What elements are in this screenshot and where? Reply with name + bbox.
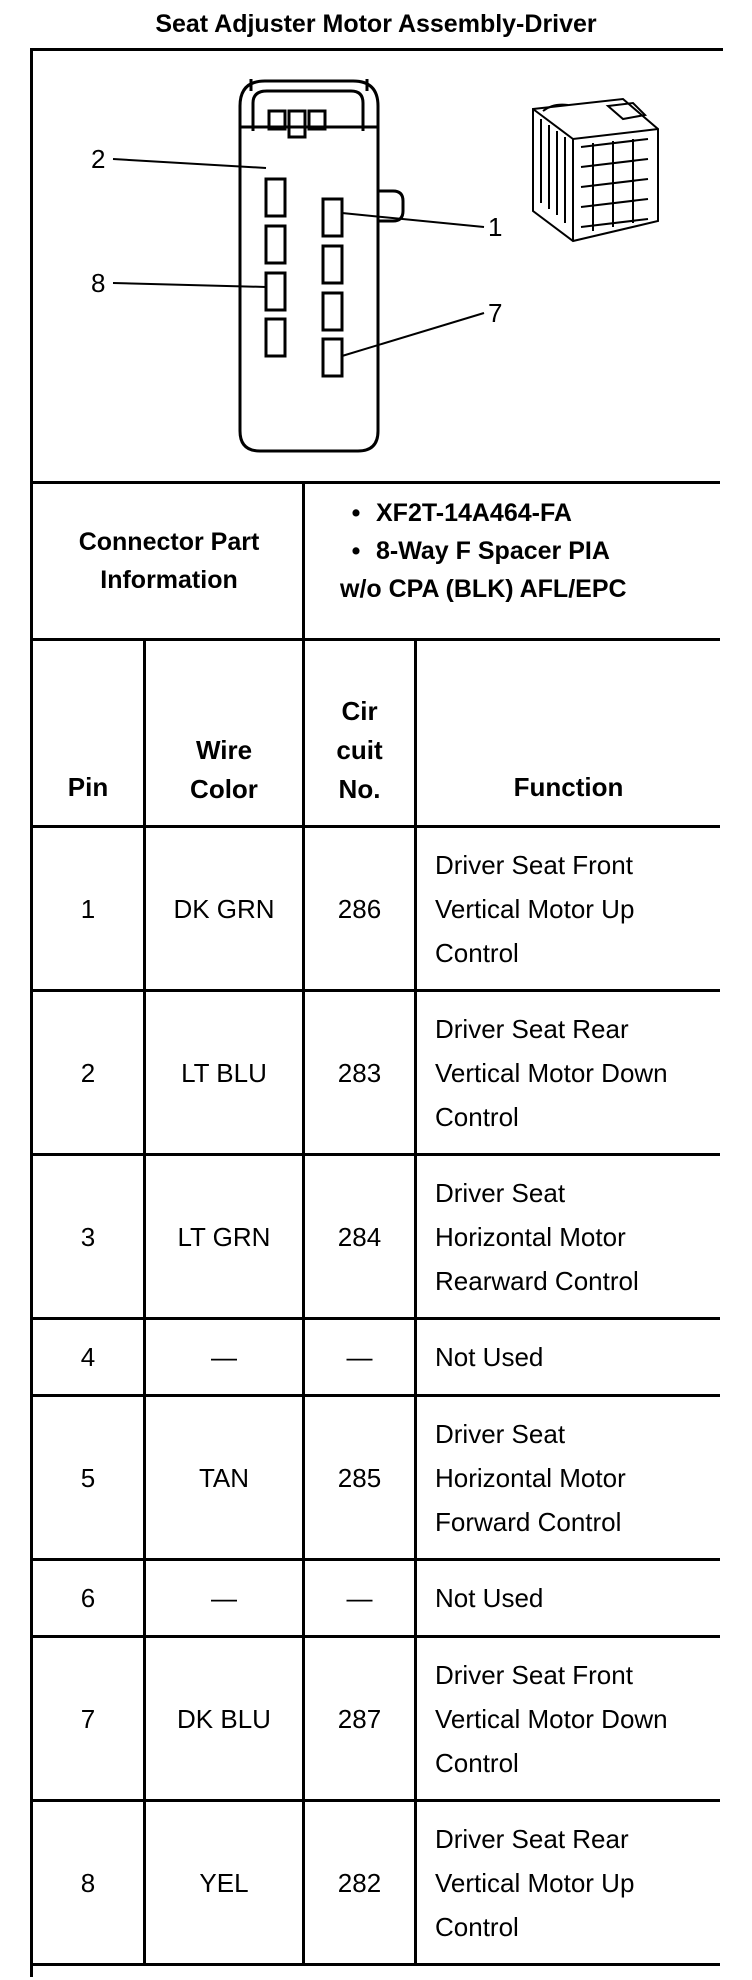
cell-function-text: Not Used <box>435 1342 544 1372</box>
cell-circuit <box>305 1802 414 1963</box>
row-divider <box>30 1963 720 1966</box>
cell-pin <box>33 1397 143 1558</box>
cell-circuit-text: 285 <box>337 1462 382 1493</box>
cell-function-text: Driver Seat Rear Vertical Motor Down Control <box>435 1013 668 1132</box>
column-divider <box>302 638 305 1966</box>
part-description: 8-Way F Spacer PIA <box>376 537 610 565</box>
connector-diagram <box>33 51 720 484</box>
column-divider <box>414 638 417 1966</box>
cell-function <box>417 1397 720 1558</box>
cell-pin-text: 4 <box>80 1342 96 1372</box>
cell-pin <box>33 1320 143 1394</box>
bullet-icon: • <box>351 499 361 527</box>
row-divider <box>30 1394 720 1397</box>
pin-callout-7: 7 <box>488 298 503 328</box>
connector-3d-icon <box>533 99 658 241</box>
header-wire-color <box>146 641 302 825</box>
cell-function-text: Driver Seat Rear Vertical Motor Up Control <box>435 1823 635 1942</box>
header-wire-color-text: Wire Color <box>190 735 258 804</box>
cell-function <box>417 992 720 1153</box>
column-divider <box>302 481 305 641</box>
cell-function <box>417 1320 720 1394</box>
cell-circuit <box>305 828 414 989</box>
cell-function-text: Driver Seat Front Vertical Motor Up Control <box>435 849 635 968</box>
cell-color-text: TAN <box>198 1462 250 1493</box>
cell-function <box>417 1561 720 1635</box>
row-divider <box>30 1317 720 1320</box>
connector-face-icon <box>240 79 403 451</box>
pin-callout-2: 2 <box>91 144 106 174</box>
cell-circuit-text: 282 <box>337 1867 382 1898</box>
cell-function-text: Driver Seat Horizontal Motor Forward Control <box>435 1418 626 1537</box>
row-divider <box>30 638 720 641</box>
row-divider <box>30 1153 720 1156</box>
header-function <box>417 641 720 825</box>
cell-function <box>417 1802 720 1963</box>
cell-color <box>146 1397 302 1558</box>
cell-circuit <box>305 992 414 1153</box>
cell-pin <box>33 992 143 1153</box>
page-title: Seat Adjuster Motor Assembly-Driver <box>155 10 597 38</box>
cell-function <box>417 1156 720 1317</box>
cell-pin-text: 6 <box>80 1583 96 1613</box>
cell-circuit <box>305 1320 414 1394</box>
cell-pin-text: 5 <box>80 1462 96 1493</box>
header-pin-text: Pin <box>67 772 109 802</box>
cell-circuit-text: 287 <box>337 1703 382 1734</box>
cell-color-text: LT BLU <box>181 1057 267 1088</box>
header-circuit <box>305 641 414 825</box>
row-divider <box>30 1635 720 1638</box>
header-circuit-text: Cir cuit No. <box>336 696 383 804</box>
cell-color <box>146 1156 302 1317</box>
cell-circuit-text: — <box>346 1342 373 1372</box>
cell-circuit <box>305 1397 414 1558</box>
cell-pin-text: 1 <box>80 893 96 924</box>
cell-function <box>417 828 720 989</box>
row-divider <box>30 1558 720 1561</box>
cell-pin <box>33 1802 143 1963</box>
cell-color <box>146 1561 302 1635</box>
cell-pin <box>33 1156 143 1317</box>
cell-color-text: — <box>211 1342 237 1372</box>
cell-circuit-text: 283 <box>337 1057 382 1088</box>
header-pin <box>33 641 143 825</box>
part-info-values <box>336 494 716 608</box>
part-description-cont: w/o CPA (BLK) AFL/EPC <box>340 575 627 603</box>
cell-color <box>146 1802 302 1963</box>
part-number: XF2T-14A464-FA <box>376 499 572 527</box>
cell-color <box>146 1638 302 1799</box>
pin-callout-8: 8 <box>91 268 106 298</box>
cell-color <box>146 1320 302 1394</box>
cell-color-text: — <box>211 1583 237 1613</box>
cell-function-text: Driver Seat Front Vertical Motor Down Control <box>435 1659 668 1778</box>
cell-color-text: LT GRN <box>177 1221 271 1252</box>
cell-pin <box>33 1561 143 1635</box>
cell-color-text: DK BLU <box>177 1703 271 1734</box>
cell-color <box>146 992 302 1153</box>
cell-function-text: Not Used <box>435 1583 544 1613</box>
cell-pin-text: 2 <box>80 1057 96 1088</box>
row-divider <box>30 989 720 992</box>
row-divider <box>30 1799 720 1802</box>
cell-pin-text: 3 <box>80 1221 96 1252</box>
cell-color-text: DK GRN <box>173 893 275 924</box>
cell-circuit-text: 284 <box>337 1221 382 1252</box>
part-info-label <box>33 484 305 638</box>
cell-function <box>417 1638 720 1799</box>
cell-circuit-text: 286 <box>337 893 382 924</box>
cell-pin <box>33 1638 143 1799</box>
cell-circuit <box>305 1638 414 1799</box>
part-info-label-text: Connector Part Information <box>78 528 260 594</box>
column-divider <box>143 638 146 1966</box>
cell-circuit-text: — <box>346 1583 373 1613</box>
header-function-text: Function <box>513 772 624 802</box>
row-divider <box>30 481 720 484</box>
bullet-icon: • <box>351 537 361 565</box>
row-divider <box>30 825 720 828</box>
cell-pin-text: 7 <box>80 1703 96 1734</box>
cell-color <box>146 828 302 989</box>
pin-callout-1: 1 <box>488 212 503 242</box>
cell-pin <box>33 828 143 989</box>
cell-circuit <box>305 1561 414 1635</box>
cell-function-text: Driver Seat Horizontal Motor Rearward Control <box>435 1177 639 1296</box>
cell-circuit <box>305 1156 414 1317</box>
cell-color-text: YEL <box>199 1867 249 1898</box>
cell-pin-text: 8 <box>80 1867 96 1898</box>
